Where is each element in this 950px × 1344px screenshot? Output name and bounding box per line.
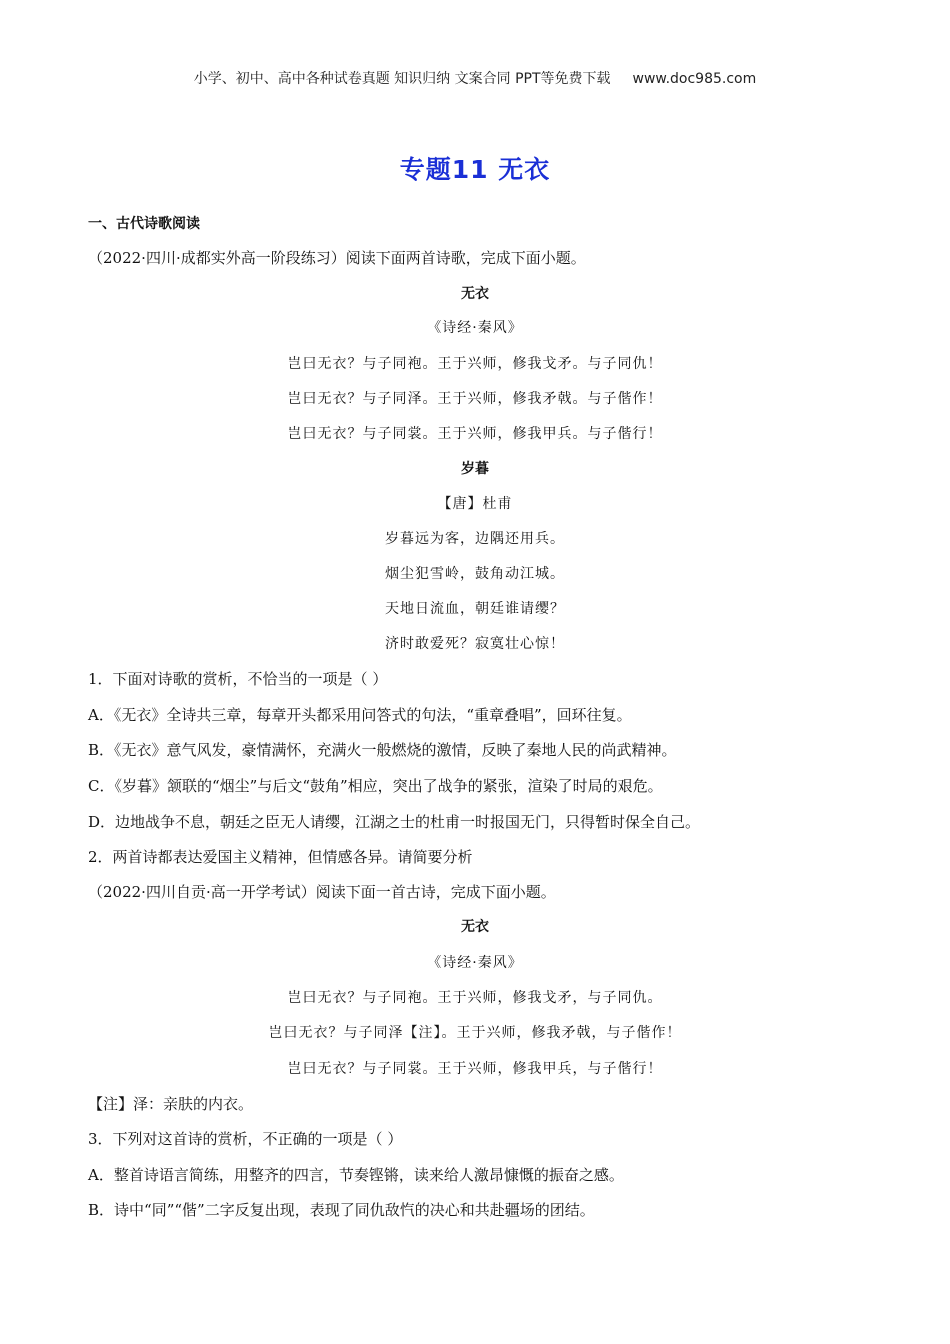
poem-line: 岂曰无衣？与子同裳。王于兴师，修我甲兵。与子偕行！ <box>287 426 663 442</box>
section-heading: 一、古代诗歌阅读 <box>88 216 200 232</box>
question-stem: 1．下面对诗歌的赏析，不恰当的一项是（ ） <box>88 670 388 688</box>
poem-line: 岂曰无衣？与子同泽。王于兴师，修我矛戟。与子偕作！ <box>287 391 663 407</box>
answer-option: C．《岁暮》颔联的“烟尘”与后文“鼓角”相应，突出了战争的紧张，渲染了时局的艰危。 <box>88 777 663 795</box>
poem-title: 无衣 <box>461 919 489 935</box>
poem-line: 岁暮远为客，边隅还用兵。 <box>385 531 565 547</box>
poem-title: 岁暮 <box>461 461 489 477</box>
poem-line: 岂曰无衣？与子同袍。王于兴师，修我戈矛，与子同仇。 <box>287 990 663 1006</box>
page-header <box>0 68 950 88</box>
poem-line: 岂曰无衣？与子同裳。王于兴师，修我甲兵，与子偕行！ <box>287 1061 663 1077</box>
question-stem: 2．两首诗都表达爱国主义精神，但情感各异。请简要分析 <box>88 848 473 866</box>
poem-title: 无衣 <box>461 286 489 302</box>
answer-option: D．边地战争不息，朝廷之臣无人请缨，江湖之士的杜甫一时报国无门，只得暂时保全自己。 <box>88 813 701 831</box>
poem-line: 岂曰无衣？与子同泽【注】。王于兴师，修我矛戟，与子偕作！ <box>268 1025 682 1041</box>
answer-option: B．诗中“同”“偕”二字反复出现，表现了同仇敌忾的决心和共赴疆场的团结。 <box>88 1201 595 1219</box>
poem-line: 烟尘犯雪岭，鼓角动江城。 <box>385 566 565 582</box>
poem-author: 《诗经·秦风》 <box>427 955 523 971</box>
passage-intro-1: （2022·四川·成都实外高一阶段练习）阅读下面两首诗歌，完成下面小题。 <box>88 249 586 267</box>
answer-option: A．《无衣》全诗共三章，每章开头都采用问答式的句法，“重章叠唱”，回环往复。 <box>88 706 632 724</box>
question-stem: 3．下列对这首诗的赏析，不正确的一项是（ ） <box>88 1130 403 1148</box>
poem-line: 天地日流血，朝廷谁请缨？ <box>385 601 565 617</box>
poem-line: 岂曰无衣？与子同袍。王于兴师，修我戈矛。与子同仇！ <box>287 356 663 372</box>
passage-intro-2: （2022·四川自贡·高一开学考试）阅读下面一首古诗，完成下面小题。 <box>88 883 556 901</box>
poem-author: 《诗经·秦风》 <box>427 320 523 336</box>
poem-line: 济时敢爱死？寂寞壮心惊！ <box>385 636 565 652</box>
header-text: 小学、初中、高中各种试卷真题 知识归纳 文案合同 PPT等免费下载 <box>193 71 611 87</box>
answer-option: B．《无衣》意气风发，豪情满怀，充满火一般燃烧的激情，反映了秦地人民的尚武精神。 <box>88 741 677 759</box>
header-site-link[interactable]: www.doc985.com <box>632 71 757 87</box>
page-title: 专题11 无衣 <box>399 155 551 184</box>
answer-option: A．整首诗语言简练，用整齐的四言，节奏铿锵，读来给人激昂慷慨的振奋之感。 <box>88 1166 624 1184</box>
footnote: 【注】泽：亲肤的内衣。 <box>88 1095 254 1113</box>
poem-author: 【唐】杜甫 <box>437 496 513 512</box>
